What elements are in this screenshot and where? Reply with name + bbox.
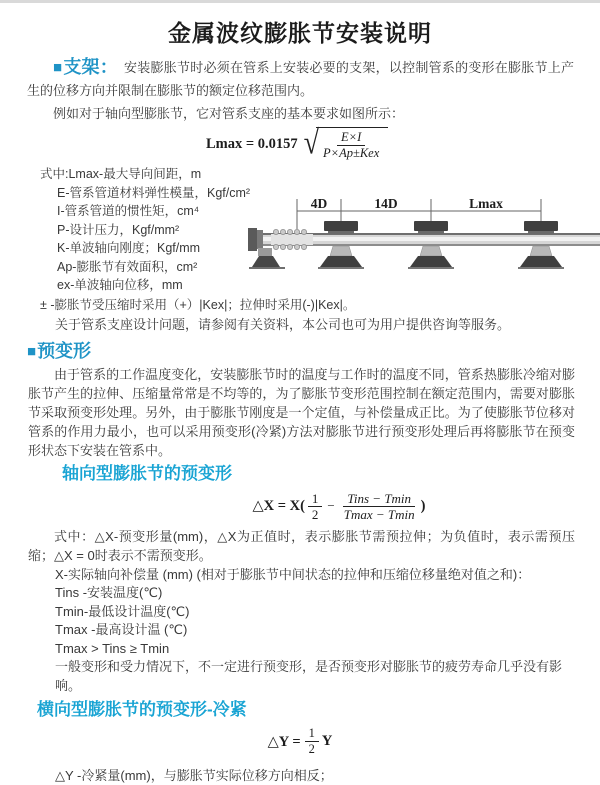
predeform-section-label: 预变形 xyxy=(37,340,92,361)
consulting-note: 关于管系支座设计问题，请参阅有关资料，本公司也可为用户提供咨询等服务。 xyxy=(55,316,511,332)
support-requirement-diagram xyxy=(246,195,600,295)
lmax-fraction xyxy=(319,130,383,161)
dim-label-14d: 14D xyxy=(374,196,398,211)
axial-subheading: 轴向型膨胀节的预变形 xyxy=(62,463,232,483)
page-title: 金属波纹膨胀节安装说明 xyxy=(168,20,432,46)
axial-formula-rhs: ) xyxy=(420,497,426,514)
dim-label-4d: 4D xyxy=(310,196,328,211)
half-numerator: 1 xyxy=(308,491,323,507)
temperature-denominator: Tmax − Tmin xyxy=(343,506,415,522)
support-intro-text: 安装膨胀节时必须在管系上安装必要的支架，以控制管系的变形在膨胀节上产生的位移方向并限制在膨胀节的额定位移范围内。 xyxy=(27,60,575,98)
lmax-formula xyxy=(206,124,600,162)
lateral-formula-lhs: △Y = xyxy=(267,733,301,750)
definition-line: I-管系管道的惯性矩，cm⁴ xyxy=(57,204,200,218)
definition-line: 式中:Lmax-最大导向间距，m xyxy=(40,167,202,181)
predeform-body-text: 由于管系的工作温度变化，安装膨胀节时的温度与工作时的温度不同，管系热膨胀冷缩对膨胀节产生的拉伸、压缩量常常是不均等的，为了膨胀节变形范围控制在额定范围内，需要对膨胀节采取预变形处理。另外，由于膨胀节刚度是一个定值，与补偿量成正比。为了使膨胀节位移对管系的作用力最小，也可以采用预变形(冷紧)方法对膨胀节进行预变形处理后再将膨胀节在预变形状态下安装在管系中。 xyxy=(28,366,575,458)
definitions-and-diagram xyxy=(40,165,600,295)
axial-formula xyxy=(0,491,600,522)
definition-line: Ap-膨胀节有效面积，cm² xyxy=(57,259,198,274)
lateral-subheading: 横向型膨胀节的预变形-冷紧 xyxy=(37,700,247,719)
half-denominator: 2 xyxy=(308,742,315,756)
temperature-fraction xyxy=(340,491,419,522)
lmax-fraction-denominator: P×Ap±Kex xyxy=(323,146,380,160)
lmax-formula-lhs: Lmax = 0.0157 xyxy=(206,135,298,152)
lateral-note: △Y -冷紧量(mm)，与膨胀节实际位移方向相反； xyxy=(55,768,333,783)
axial-parameter-list xyxy=(55,566,574,696)
axial-parameter-line: X-实际轴向补偿量 (mm) (相对于膨胀节中间状态的拉伸和压缩位移量绝对值之和)： xyxy=(55,566,531,582)
section-bullet-icon: ■ xyxy=(53,59,63,76)
half-denominator: 2 xyxy=(311,506,319,522)
axial-formula-explanation: 式中：△X-预变形量(mm)，△X为正值时，表示膨胀节需预拉伸；为负值时，表示需预压缩；△X = 0时表示不需预变形。 xyxy=(28,528,575,563)
definition-line: P-设计压力，Kgf/mm² xyxy=(57,222,180,237)
dim-label-lmax: Lmax xyxy=(469,196,503,211)
one-half-fraction xyxy=(305,726,319,757)
sign-convention-note: ± -膨胀节受压缩时采用（+）|Kex|；拉伸时采用(-)|Kex|。 xyxy=(40,297,356,312)
radical-icon: √ xyxy=(303,124,320,162)
axial-parameter-line: 一般变形和受力情况下，不一定进行预变形，是否预变形对膨胀节的疲劳寿命几乎没有影响。 xyxy=(55,659,563,693)
axial-parameter-line: Tins -安装温度(℃) xyxy=(55,585,163,600)
definition-line: K-单波轴向刚度；Kgf/mm xyxy=(57,241,201,255)
definition-line: E-管系管道材料弹性模量，Kgf/cm² xyxy=(57,185,251,200)
axial-parameter-line: Tmax > Tins ≥ Tmin xyxy=(55,640,170,656)
axial-formula-lhs: △X = X( xyxy=(252,498,305,514)
temperature-numerator: Tins − Tmin xyxy=(343,491,415,507)
support-section-label: 支架： xyxy=(63,57,119,77)
axial-parameter-line: Tmin-最低设计温度(℃) xyxy=(55,603,190,619)
one-half-fraction xyxy=(308,491,323,522)
lateral-formula-rhs: Y xyxy=(321,733,333,749)
support-example-text: 例如对于轴向型膨胀节，它对管系支座的基本要求如图所示： xyxy=(53,106,405,121)
minus-sign: − xyxy=(327,498,335,513)
half-numerator: 1 xyxy=(305,726,319,742)
radicand xyxy=(316,127,388,161)
support-intro-paragraph xyxy=(27,56,574,102)
bellows xyxy=(271,229,313,249)
definition-line: ex-单波轴向位移，mm xyxy=(57,278,183,292)
lateral-formula xyxy=(0,726,600,757)
lmax-fraction-numerator: E×I xyxy=(337,130,365,146)
axial-parameter-line: Tmax -最高设计温 (℃) xyxy=(55,622,188,637)
section-bullet-icon: ■ xyxy=(27,342,37,360)
predeform-heading xyxy=(27,340,600,363)
